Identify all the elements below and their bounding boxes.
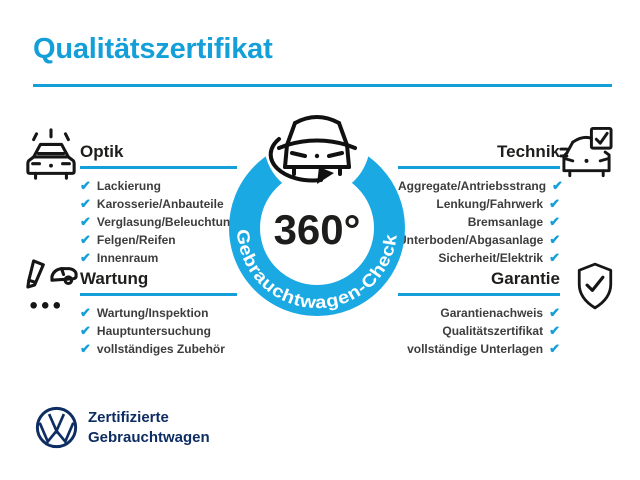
- check-icon: ✔: [80, 250, 91, 265]
- footer-wordmark: [88, 408, 210, 448]
- check-icon: ✔: [549, 250, 560, 265]
- check-icon: ✔: [549, 305, 560, 320]
- section-garantie: [398, 269, 560, 358]
- section-title: Optik: [80, 142, 124, 161]
- check-icon: ✔: [549, 196, 560, 211]
- check-icon: ✔: [80, 196, 91, 211]
- check-icon: ✔: [80, 178, 91, 193]
- section-title: Technik: [497, 142, 560, 161]
- check-icon: ✔: [80, 341, 91, 356]
- section-title: Wartung: [80, 269, 149, 288]
- list-item: Aggregate/Antriebsstrang ✔: [398, 178, 563, 193]
- list-item: ✔ Felgen/Reifen: [80, 232, 176, 247]
- degree-label: 360°: [273, 206, 361, 253]
- list-item: ✔ vollständiges Zubehör: [80, 341, 225, 356]
- check-icon: ✔: [80, 232, 91, 247]
- checklist: [398, 304, 560, 358]
- list-item: ✔ Hauptuntersuchung: [80, 323, 211, 338]
- section-divider: [398, 293, 560, 296]
- check-icon: ✔: [549, 341, 560, 356]
- check-icon: ✔: [549, 214, 560, 229]
- list-item: Sicherheit/Elektrik ✔: [438, 250, 560, 265]
- vw-logo-icon: [35, 406, 78, 449]
- check-icon: ✔: [80, 214, 91, 229]
- shield-check-icon: [574, 261, 616, 311]
- list-item: ✔ Wartung/Inspektion: [80, 305, 209, 320]
- list-item: Garantienachweis ✔: [440, 305, 560, 320]
- section-optik: [80, 142, 237, 267]
- section-wartung: [80, 269, 237, 358]
- section-technik: [398, 142, 563, 267]
- list-item: Lenkung/Fahrwerk ✔: [436, 196, 560, 211]
- list-item: vollständige Unterlagen ✔: [407, 341, 560, 356]
- check-icon: ✔: [552, 178, 563, 193]
- check-icon: ✔: [80, 323, 91, 338]
- list-item: Bremsanlage ✔: [467, 214, 560, 229]
- section-title: Garantie: [491, 269, 560, 288]
- list-item: Unterboden/Abgasanlage ✔: [398, 232, 561, 247]
- list-item: ✔ Karosserie/Anbauteile: [80, 196, 224, 211]
- footer-line2: Gebrauchtwagen: [88, 429, 210, 446]
- page-title: Qualitätszertifikat: [33, 33, 273, 65]
- ring-label: Gebrauchtwagen-Check: [232, 227, 401, 313]
- shiny-car-icon: [24, 127, 78, 185]
- section-divider: [80, 166, 237, 169]
- check-icon: ✔: [80, 305, 91, 320]
- list-item: ✔ Lackierung: [80, 178, 161, 193]
- checklist: [398, 177, 563, 267]
- title-divider: [33, 84, 612, 87]
- car-checkbox-icon: [559, 125, 614, 181]
- check-icon: ✔: [549, 232, 561, 247]
- list-item: Qualitätszertifikat ✔: [442, 323, 560, 338]
- service-log-icon: [24, 257, 78, 315]
- footer-line1: Zertifizierte: [88, 409, 169, 426]
- list-item: ✔ Innenraum: [80, 250, 159, 265]
- section-divider: [80, 293, 237, 296]
- check-icon: ✔: [549, 323, 560, 338]
- section-divider: [398, 166, 560, 169]
- checklist: [80, 304, 237, 358]
- list-item: ✔ Verglasung/Beleuchtung: [80, 214, 238, 229]
- 360-check-badge: [217, 103, 417, 318]
- checklist: [80, 177, 237, 267]
